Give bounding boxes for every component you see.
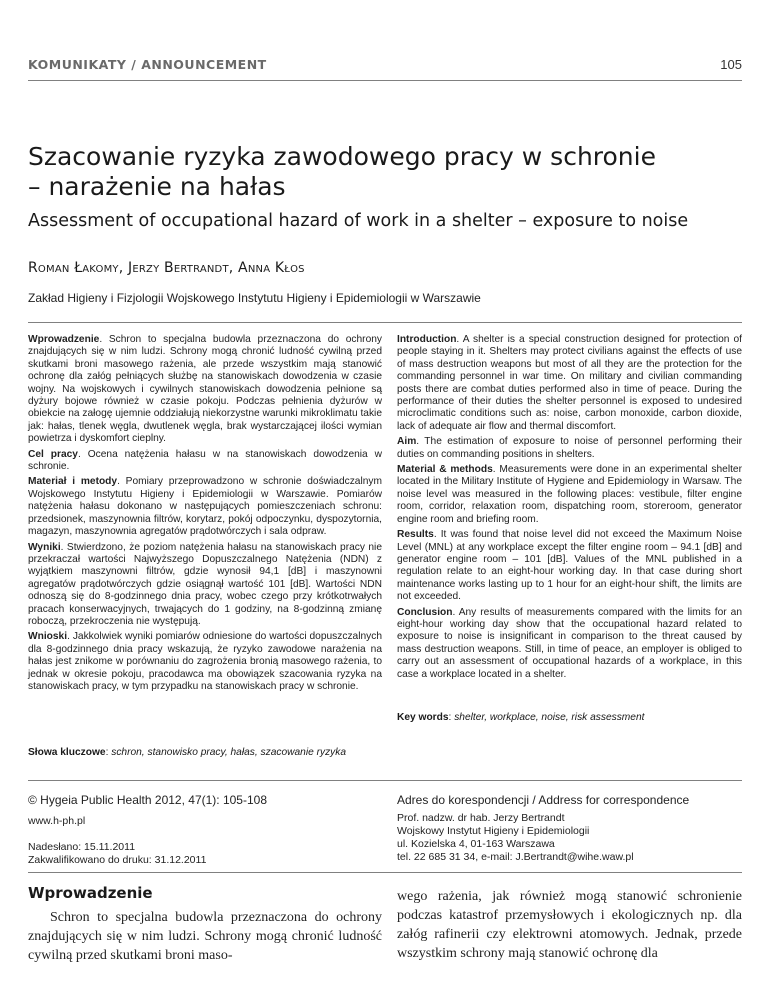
abstract-en-label: Results [397, 529, 434, 541]
section-label: KOMUNIKATY / ANNOUNCEMENT [28, 57, 267, 72]
submitted-date: Nadesłano: 15.11.2011 [28, 841, 136, 853]
abstract-pl-label: Cel pracy [28, 448, 78, 460]
keywords-pl-text: schron, stanowisko pracy, hałas, szacowanie ryzyka [111, 747, 347, 758]
abstract-english [397, 334, 742, 684]
body-column-right [397, 887, 742, 963]
abstract-en-paragraph: Aim. The estimation of exposure to noise of personnel performing their duties on commanding positions in shelters. [397, 436, 742, 460]
abstract-pl-paragraph: Materiał i metody. Pomiary przeprowadzono w schronie doświadczalnym Wojskowego Instytutu Higieny i Epidemiologii w Warszawie. Pomiarów natężenia hałasu dokonano w następujących pomieszczeniach schronu: przedsionek, maszynownia filtrów, korytarz, pokój odpoczynku, dyspozytornia, magazyn, maszynownia agregatów prądotwórczych i sala odpraw. [28, 476, 382, 538]
keywords-english: Key words: shelter, workplace, noise, risk assessment [397, 712, 645, 723]
accepted-date: Zakwalifikowano do druku: 31.12.2011 [28, 854, 207, 866]
correspondence-institution: Wojskowy Instytut Higieny i Epidemiologii [397, 825, 590, 837]
keywords-pl-label: Słowa kluczowe [28, 747, 106, 758]
abstract-en-paragraph: Material & methods. Measurements were done in an experimental shelter located in the Military Institute of Hygiene and Epidemiology in Warsaw. The noise level was measured in the following places: vestibule, filter engine room, corridor, relaxation room, dispatching room, storeroom, generator engine room and briefing room. [397, 464, 742, 525]
correspondence-name: Prof. nadzw. dr hab. Jerzy Bertrandt [397, 812, 565, 824]
correspondence-contact: tel. 22 685 31 34, e-mail: J.Bertrandt@wihe.waw.pl [397, 851, 634, 863]
abstract-en-paragraph: Conclusion. Any results of measurements compared with the limits for an eight-hour working day show that the occupational hazard related to exposure to noise is insignificant in comparison to the threat caused by mass destruction weapons. Still, in time of peace, an employer is obliged to carry out an assessment of occupational hazards of a workplace, in this case a workplace located in a shelter. [397, 606, 742, 680]
page-number: 105 [720, 57, 742, 72]
correspondence-heading: Adres do korespondencji / Address for correspondence [397, 793, 690, 807]
header-rule [28, 80, 742, 81]
author-list: Roman Łakomy, Jerzy Bertrandt, Anna Kłos [28, 260, 305, 276]
abstract-pl-label: Wyniki [28, 541, 61, 553]
abstract-en-label: Introduction [397, 334, 457, 345]
body-top-rule [28, 872, 742, 873]
journal-info [28, 794, 382, 867]
affiliation: Zakład Higieny i Fizjologii Wojskowego Instytutu Higieny i Epidemiologii w Warszawie [28, 291, 481, 305]
abstract-pl-paragraph: Cel pracy. Ocena natężenia hałasu w na stanowiskach dowodzenia w schronie. [28, 448, 382, 473]
abstract-pl-paragraph: Wnioski. Jakkolwiek wyniki pomiarów odniesione do wartości dopuszczalnych dla 8-godzinnego dnia pracy wskazują, że ryzyko zawodowe narażenia na hałas jest znikome w porównaniu do zagrożenia bronią masowego rażenia, to jednak w okresie pokoju, pracodawca ma obowiązek szacowania ryzyka na stanowiskach pracy, w tym przypadku na stanowiskach pracy w schronie. [28, 631, 382, 692]
body-paragraph-continued: wego rażenia, jak również mogą stanowić schronienie podczas katastrof przemysłowych i ekologicznych np. dla załóg rafinerii czy elektrowni atomowych. Jednak, przede wszystkim schrony mają stanowić ochronę dla [397, 889, 742, 961]
abstract-pl-paragraph: Wprowadzenie. Schron to specjalna budowla przeznaczona do ochrony znajdujących się w nim ludzi. Schrony mogą chronić ludność cywilną przed skutkami broni masowego rażenia, ale przede wszystkim mają stanowić ochronę dla załóg pełniących służbę na stanowiskach dowodzenia w czasie wojny. Na wojskowych i cywilnych stanowiskach dowodzenia pełnione są dyżury bojowe również w czasie pokoju. Podczas pełnienia dyżurów w obiekcie na załogę ujemnie oddziałują niekorzystne warunki mikroklimatu takie jak: hałas, tlenek węgla, dwutlenek węgla, brak wystarczającej ilości wymian powietrza i dyskomfort cieplny. [28, 334, 382, 445]
journal-website-link[interactable]: www.h-ph.pl [28, 815, 86, 827]
article-title-english: Assessment of occupational hazard of work in a shelter – exposure to noise [28, 211, 689, 231]
abstract-pl-paragraph: Wyniki. Stwierdzono, że poziom natężenia hałasu na stanowiskach pracy nie przekraczał wartości Najwyższego Dopuszczalnego Natężenia (NDN) z wyjątkiem maszynowni filtrów, gdzie wynosił 94,1 [dB] i maszynowni agregatów prądotwórczych gdzie osiągnął wartość 101 [dB]. Wartości NDN odnoszą się do 8-godzinnego dnia pracy, wobec czego przy krótkotrwałych pracach konserwacyjnych, trwających do 1 godziny, na 8-godzinną zmianę roboczą, przekroczenia nie występują. [28, 541, 382, 627]
correspondence-info [397, 794, 742, 864]
info-top-rule [28, 780, 742, 781]
keywords-en-label: Key words [397, 712, 449, 723]
abstract-pl-label: Wnioski [28, 631, 68, 643]
body-paragraph: Schron to specjalna budowla przeznaczona do ochrony znajdujących się w nim ludzi. Schrony mogą chronić ludność cywilną przed skutkami broni maso- [28, 910, 382, 963]
title-polish-line2: – narażenie na hałas [28, 172, 286, 201]
journal-citation: © Hygeia Public Health 2012, 47(1): 105-108 [28, 793, 267, 807]
abstract-en-paragraph: Results. It was found that noise level did not exceed the Maximum Noise Level (MNL) at any workplace except the filter engine room – 94.1 [dB] and generator engine room – 101 [dB]. Values of the MNL published in a regulation relate to an eight-hour working day. In that case during short maintenance works lasting up to 1 hour for an eight-hour shift, the limits are not exceeded. [397, 529, 742, 603]
article-title-polish [28, 142, 742, 202]
abstract-pl-label: Materiał i metody [28, 476, 118, 488]
abstract-en-label: Material & methods [397, 464, 493, 476]
abstract-en-paragraph: Introduction. A shelter is a special construction designed for protection of people staying in it. Shelters may protect civilians against the effects of use of mass destruction weapons but most of all they are the protection for the commanding personnel in war time. On military and civilian commanding posts there are combat duties performed also in time of peace. During the performance of their duties the shelter personnel is exposed to undesired microclimatic conditions such as: noise, carbon monoxide, carbon dioxide, lack of adequate air flow and thermal discomfort. [397, 334, 742, 432]
correspondence-street: ul. Kozielska 4, 01-163 Warszawa [397, 838, 555, 850]
abstract-polish [28, 334, 382, 696]
keywords-en-text: shelter, workplace, noise, risk assessment [454, 712, 645, 723]
abstract-top-rule [28, 322, 742, 323]
abstract-en-label: Aim [397, 436, 417, 448]
running-header [28, 57, 742, 79]
body-column-left [28, 884, 382, 965]
keywords-polish: Słowa kluczowe: schron, stanowisko pracy, hałas, szacowanie ryzyka [28, 747, 347, 758]
body-section-heading: Wprowadzenie [28, 884, 153, 902]
abstract-en-label: Conclusion [397, 606, 453, 618]
abstract-pl-label: Wprowadzenie [28, 334, 100, 345]
title-polish-line1: Szacowanie ryzyka zawodowego pracy w schronie [28, 142, 656, 171]
